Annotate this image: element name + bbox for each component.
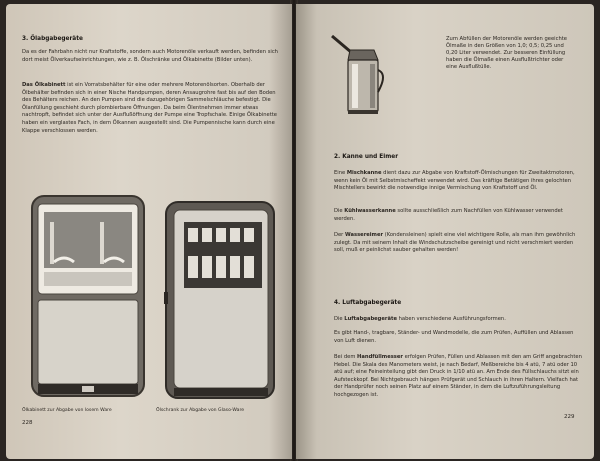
hand-term: Handfüllmesser xyxy=(357,354,403,360)
kuehl-pre: Die xyxy=(334,208,345,214)
left-page xyxy=(6,4,292,459)
luft-paragraph xyxy=(334,316,582,324)
kabinett-text: ist ein Vorratsbehälter für eine oder mehrere Motorenölsorten. Oberhalb der Ölbehälter befinden sich in einer Nische Handpumpen, deren Ansaugrohre fast bis auf den Boden des Behälters reichen. An den Pumpen sind die dazugehörigen Sammelschläuche befestigt. Die Ölanfüllung geschieht durch plombierbare Öffnungen. Da beim Ölentnehmen immer etwas nachtropft, befindet sich unter der Ausflußöffnung der Pumpe eine Tropfschale. Einige Ölkabinette haben ein verglastes Fach, in dem Ölkannen ausgestellt sind. Die Pumpennische kann durch eine Klappe verschlossen werden. xyxy=(22,82,277,134)
section-luft-title: 4. Luftabgabegeräte xyxy=(334,300,402,306)
luft-text: haben verschiedene Ausführungsformen. xyxy=(396,316,506,322)
left-section-title: 3. Ölabgabegeräte xyxy=(22,36,83,42)
mischkanne-term: Mischkanne xyxy=(346,170,382,176)
hand-pre: Bei dem xyxy=(334,354,358,360)
wasser-pre: Der xyxy=(334,232,345,238)
hand-text: erfolgen Prüfen, Füllen und Ablassen mit den am Griff angebrachten Hebel. Die Skala des Manometers weist, je nach Bedarf, Meßbereiche bis 4 atü, 7 atü oder 10 atü auf; eine Feineinteilung gibt den Druck in 1/10 atü an. Am Ende des Füllschlauchs sitzt ein Aufsteckkopf. Bei Nichtgebrauch hängen Prüfgerät und Schlauch in ihren Haltern. Vielfach hat der Handprüfer noch seinen Platz auf einem Ständer, in dem die Luftzuführungsleitung hochgezogen ist. xyxy=(334,354,582,398)
caption-oil-cupboard: Ölschrank zur Abgabe von Glaso-Ware xyxy=(156,408,245,413)
kuehl-text: sollte ausschließlich zum Nachfüllen von Kühlwasser verwendet werden. xyxy=(334,208,563,222)
kabinett-term: Das Ölkabinett xyxy=(22,82,66,88)
caption-oil-cabinet: Ölkabinett zur Abgabe von losem Ware xyxy=(22,408,112,413)
wassereimer-paragraph xyxy=(334,232,582,255)
oil-cupboard-photo xyxy=(160,200,278,402)
mischkanne-pre: Eine xyxy=(334,170,347,176)
luft-term: Luftabgabegeräte xyxy=(344,316,397,322)
oil-measure-illustration xyxy=(328,30,390,120)
right-intro-paragraph: Zum Abfüllen der Motorenöle werden geeichte Ölmaße in den Größen von 1,0; 0,5; 0,25 und 0,20 Liter verwendet. Zur besseren Einfüllung haben die Ölmaße einen Ausflußtrichter oder eine Ausflußtülle. xyxy=(446,36,567,70)
left-intro-paragraph: Da es der Fahrbahn nicht nur Kraftstoffe, sondern auch Motorenöle verkauft werden, befinden sich dort meist Ölverkaufseinrichtungen, wie z. B. Ölschränke und Ölkabinette (Bilder unten). xyxy=(22,49,278,63)
luft-pre: Die xyxy=(334,316,345,322)
luft-forms-paragraph: Es gibt Hand-, tragbare, Ständer- und Wandmodelle, die zum Prüfen, Auffüllen und Ablassen von Luft dienen. xyxy=(334,330,574,344)
section-kanne-eimer-title: 2. Kanne und Eimer xyxy=(334,154,399,160)
wasser-term: Wassereimer xyxy=(344,232,384,238)
right-page-number: 229 xyxy=(564,414,575,420)
kuehlwasser-paragraph xyxy=(334,208,582,223)
left-kabinett-paragraph xyxy=(22,82,280,135)
handfuellmesser-paragraph xyxy=(334,354,582,400)
mischkanne-paragraph xyxy=(334,170,582,193)
kuehl-term: Kühlwasserkanne xyxy=(344,208,396,214)
oil-cabinet-photo xyxy=(30,192,148,400)
mischkanne-text: dient dazu zur Abgabe von Kraftstoff-Ölmischungen für Zweitaktmotoren, wenn kein Öl mit Selbstmischeffekt verwendet wird. Das kräftige Betätigen ihres gelochten Mischtellers bewirkt die notwendige innige Vermischung von Kraftstoff und Öl. xyxy=(334,170,575,192)
left-page-number: 228 xyxy=(22,420,33,426)
right-page xyxy=(296,4,594,459)
wasser-text: (Kondensleinen) spielt eine viel wichtigere Rolle, als man ihm gewöhnlich zulegt. Da mit seinem Inhalt die Windschutzscheibe gereinigt und nicht verschmiert werden soll, muß er peinlichst sauber gehalten werden! xyxy=(334,232,576,254)
